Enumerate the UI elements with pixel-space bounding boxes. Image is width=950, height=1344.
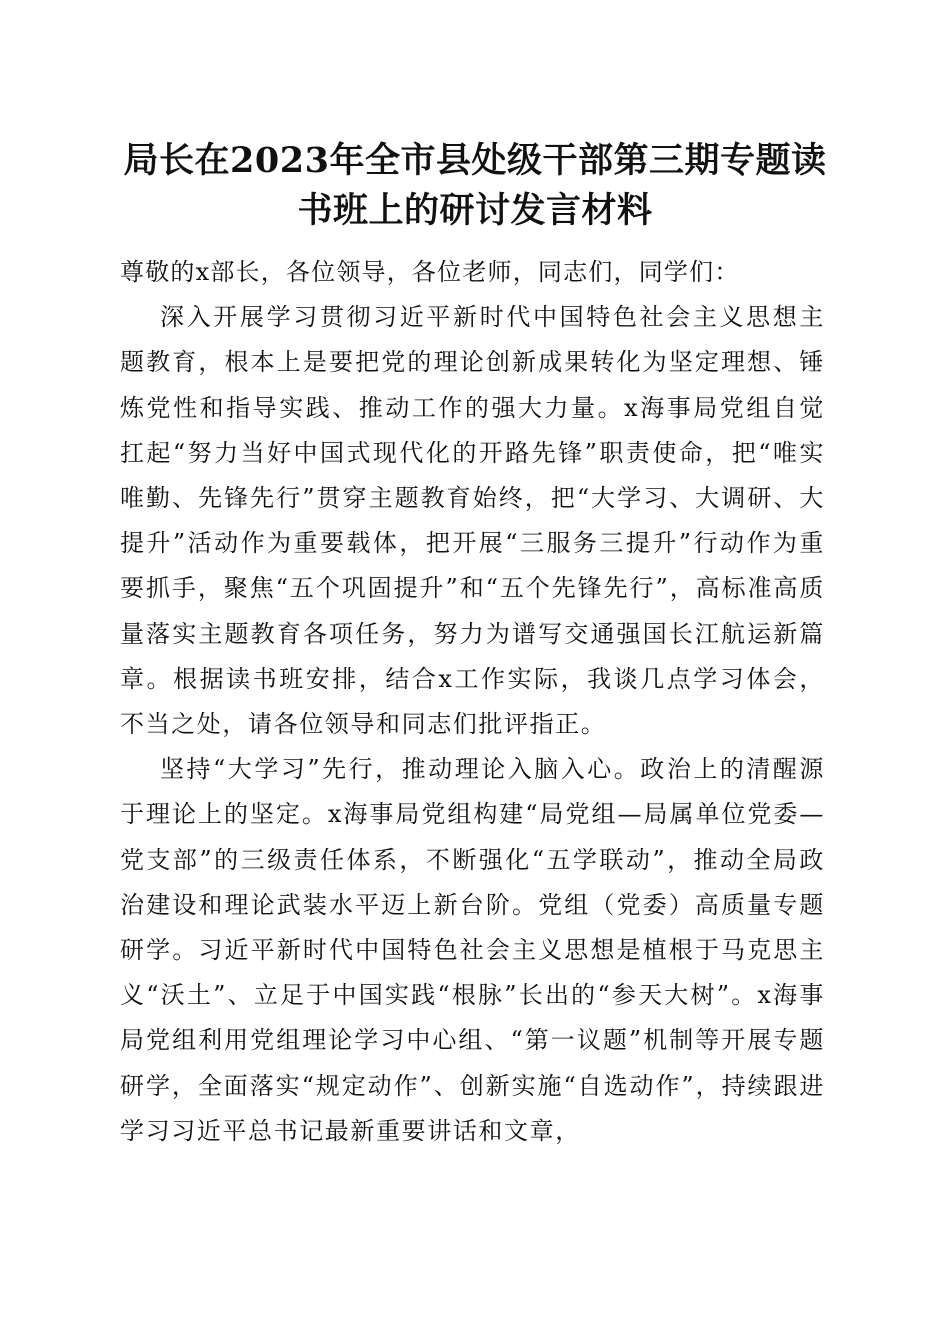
- paragraph-1: 深入开展学习贯彻习近平新时代中国特色社会主义思想主题教育，根本上是要把党的理论创新成果转化为坚定理想、锤炼党性和指导实践、推动工作的强大力量。x海事局党组自觉扛起“努力当好中国式现代化的开路先锋”职责使命，把“唯实唯勤、先锋先行”贯穿主题教育始终，把“大学习、大调研、大提升”活动作为重要载体，把开展“三服务三提升”行动作为重要抓手，聚焦“五个巩固提升”和“五个先锋先行”，高标准高质量落实主题教育各项任务，努力为谱写交通强国长江航运新篇章。根据读书班安排，结合x工作实际，我谈几点学习体会，不当之处，请各位领导和同志们批评指正。: [120, 303, 825, 739]
- document-title: [110, 136, 840, 236]
- title-line-2: 书班上的研讨发言材料: [297, 190, 653, 231]
- paragraph-2: 坚持“大学习”先行，推动理论入脑入心。政治上的清醒源于理论上的坚定。x海事局党组构建“局党组—局属单位党委—党支部”的三级责任体系，不断强化“五学联动”，推动全局政治建设和理论武装水平迈上新台阶。党组（党委）高质量专题研学。习近平新时代中国特色社会主义思想是植根于马克思主义“沃土”、立足于中国实践“根脉”长出的“参天大树”。x海事局党组利用党组理论学习中心组、“第一议题”机制等开展专题研学，全面落实“规定动作”、创新实施“自选动作”，持续跟进学习习近平总书记最新重要讲话和文章，: [120, 755, 825, 1145]
- document-body: [120, 250, 825, 1154]
- salutation: 尊敬的x部长，各位领导，各位老师，同志们，同学们：: [120, 258, 740, 286]
- title-line-1: 局长在2023年全市县处级干部第三期专题读: [123, 140, 827, 181]
